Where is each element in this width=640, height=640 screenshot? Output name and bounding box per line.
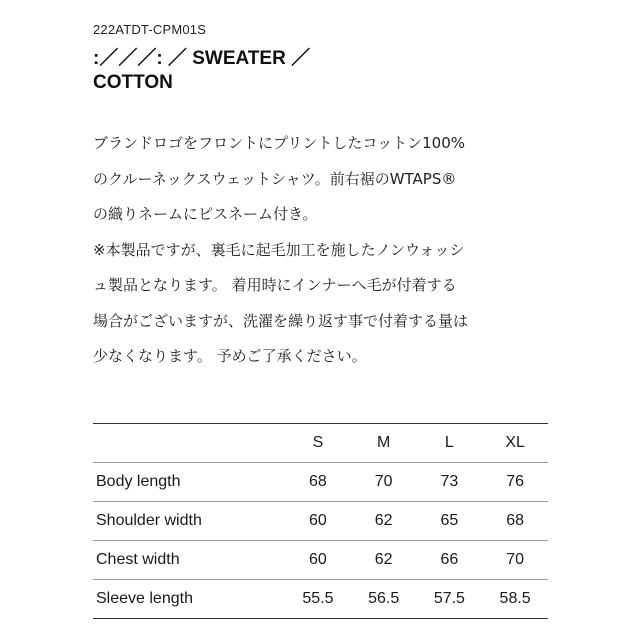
row-label: Chest width xyxy=(93,541,285,580)
cell-value: 68 xyxy=(285,463,351,502)
cell-value: 70 xyxy=(482,541,548,580)
description-line: ※本製品ですが、裏毛に起毛加工を施したノンウォッシ xyxy=(93,240,465,259)
size-header-row xyxy=(93,424,548,463)
cell-value: 65 xyxy=(417,502,483,541)
table-row xyxy=(93,541,548,580)
description-line: ュ製品となります。 着用時にインナーへ毛が付着する xyxy=(93,276,457,294)
size-header-xl: XL xyxy=(482,424,548,463)
row-label: Body length xyxy=(93,463,285,502)
size-header-s: S xyxy=(285,424,351,463)
description-line: のクルーネックスウェットシャツ。前右裾のWTAPS® xyxy=(93,169,457,188)
size-header-corner xyxy=(93,424,285,463)
table-row xyxy=(93,463,548,502)
cell-value: 57.5 xyxy=(417,580,483,619)
cell-value: 66 xyxy=(417,541,483,580)
cell-value: 62 xyxy=(351,541,417,580)
product-title xyxy=(93,47,310,95)
title-line: :／／／: ／ SWEATER ／ xyxy=(93,48,311,69)
cell-value: 70 xyxy=(351,463,417,502)
title-line: COTTON xyxy=(93,72,173,93)
description-line: 場合がございますが、洗濯を繰り返す事で付着する量は xyxy=(93,311,469,330)
size-header-m: M xyxy=(351,424,417,463)
cell-value: 55.5 xyxy=(285,580,351,619)
cell-value: 68 xyxy=(482,502,548,541)
cell-value: 56.5 xyxy=(351,580,417,619)
table-row xyxy=(93,502,548,541)
cell-value: 58.5 xyxy=(482,580,548,619)
description-line: の織りネームにピスネーム付き。 xyxy=(93,205,318,223)
cell-value: 76 xyxy=(482,463,548,502)
table-row xyxy=(93,580,548,619)
product-code: 222ATDT-CPM01S xyxy=(93,22,207,37)
row-label: Shoulder width xyxy=(93,502,285,541)
cell-value: 73 xyxy=(417,463,483,502)
cell-value: 60 xyxy=(285,502,351,541)
cell-value: 60 xyxy=(285,541,351,580)
row-label: Sleeve length xyxy=(93,580,285,619)
size-header-l: L xyxy=(417,424,483,463)
size-table xyxy=(93,423,548,619)
cell-value: 62 xyxy=(351,502,417,541)
description-line: ブランドロゴをフロントにプリントしたコットン100% xyxy=(93,134,465,152)
product-description xyxy=(93,126,563,375)
description-line: 少なくなります。 予めご了承ください。 xyxy=(93,347,367,365)
